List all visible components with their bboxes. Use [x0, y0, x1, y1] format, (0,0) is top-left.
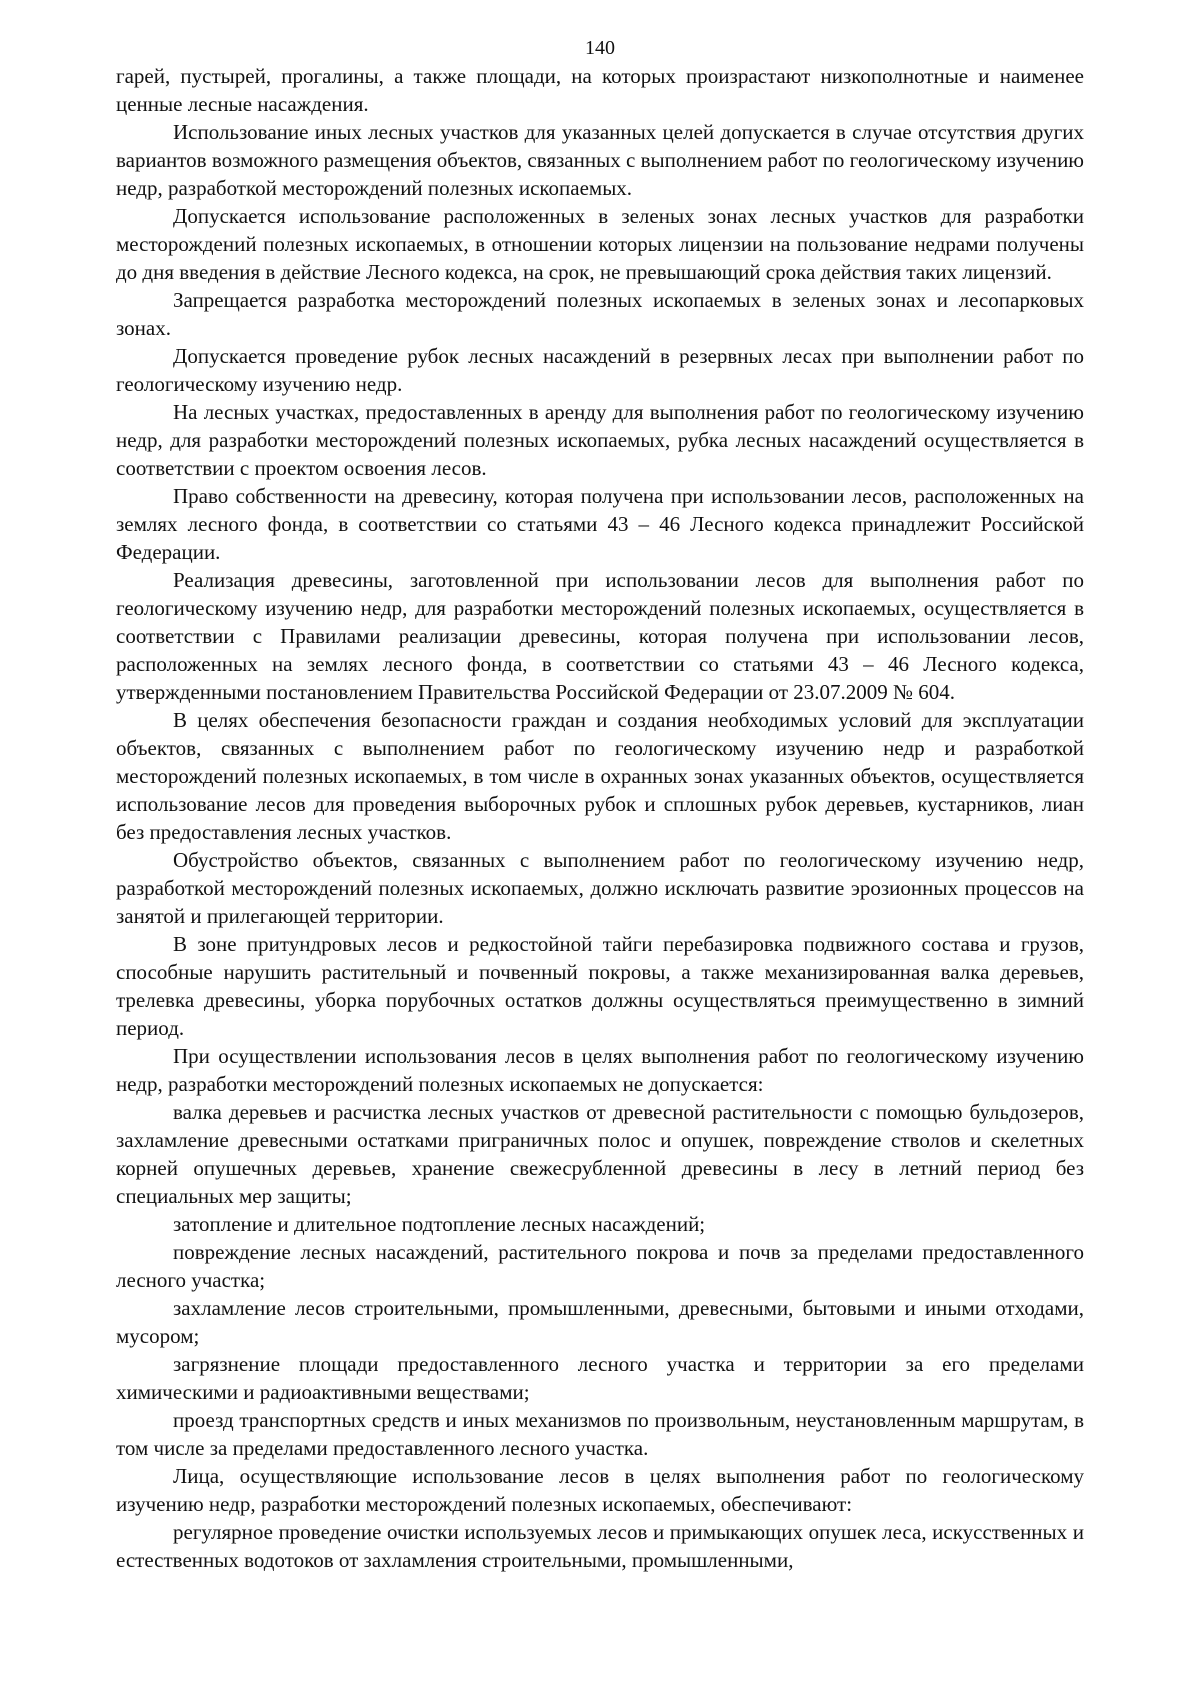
list-item: валка деревьев и расчистка лесных участков от древесной растительности с помощью бульдозеров, захламление древесными остатками приграничных полос и опушек, повреждение стволов и скелетных корней опушечных деревьев, хранение свежесрубленной древесины в лесу в летний период без специальных мер защиты; — [116, 1100, 1084, 1208]
list-item: захламление лесов строительными, промышленными, древесными, бытовыми и иными отходами, мусором; — [116, 1296, 1084, 1348]
list-item: регулярное проведение очистки используемых лесов и примыкающих опушек леса, искусственных и естественных водотоков от захламления строительными, промышленными, — [116, 1520, 1084, 1572]
paragraph: На лесных участках, предоставленных в аренду для выполнения работ по геологическому изучению недр, для разработки месторождений полезных ископаемых, рубка лесных насаждений осуществляется в соответствии с проектом освоения лесов. — [116, 400, 1084, 480]
paragraph: Допускается проведение рубок лесных насаждений в резервных лесах при выполнении работ по геологическому изучению недр. — [116, 344, 1084, 396]
document-body — [116, 62, 1084, 1574]
paragraph: Запрещается разработка месторождений полезных ископаемых в зеленых зонах и лесопарковых зонах. — [116, 288, 1084, 340]
paragraph: Использование иных лесных участков для указанных целей допускается в случае отсутствия других вариантов возможного размещения объектов, связанных с выполнением работ по геологическому изучению недр, разработкой месторождений полезных ископаемых. — [116, 120, 1084, 200]
list-item: проезд транспортных средств и иных механизмов по произвольным, неустановленным маршрутам, в том числе за пределами предоставленного лесного участка. — [116, 1408, 1084, 1460]
paragraph: Лица, осуществляющие использование лесов в целях выполнения работ по геологическому изучению недр, разработки месторождений полезных ископаемых, обеспечивают: — [116, 1464, 1084, 1516]
paragraph: гарей, пустырей, прогалины, а также площади, на которых произрастают низкополнотные и наименее ценные лесные насаждения. — [116, 64, 1084, 116]
paragraph: Допускается использование расположенных в зеленых зонах лесных участков для разработки месторождений полезных ископаемых, в отношении которых лицензии на пользование недрами получены до дня введения в действие Лесного кодекса, на срок, не превышающий срока действия таких лицензий. — [116, 204, 1084, 284]
list-item: затопление и длительное подтопление лесных насаждений; — [173, 1212, 706, 1236]
paragraph: В целях обеспечения безопасности граждан и создания необходимых условий для эксплуатации объектов, связанных с выполнением работ по геологическому изучению недр и разработкой месторождений полезных ископаемых, в том числе в охранных зонах указанных объектов, осуществляется использование лесов для проведения выборочных рубок и сплошных рубок деревьев, кустарников, лиан без предоставления лесных участков. — [116, 708, 1084, 844]
page-number: 140 — [585, 37, 615, 59]
list-item: загрязнение площади предоставленного лесного участка и территории за его пределами химическими и радиоактивными веществами; — [116, 1352, 1084, 1404]
list-item: повреждение лесных насаждений, растительного покрова и почв за пределами предоставленного лесного участка; — [116, 1240, 1084, 1292]
paragraph: При осуществлении использования лесов в целях выполнения работ по геологическому изучению недр, разработки месторождений полезных ископаемых не допускается: — [116, 1044, 1084, 1096]
paragraph: Право собственности на древесину, которая получена при использовании лесов, расположенных на землях лесного фонда, в соответствии со статьями 43 – 46 Лесного кодекса принадлежит Российской Федерации. — [116, 484, 1084, 564]
paragraph: В зоне притундровых лесов и редкостойной тайги перебазировка подвижного состава и грузов, способные нарушить растительный и почвенный покровы, а также механизированная валка деревьев, трелевка древесины, уборка порубочных остатков должны осуществляться преимущественно в зимний период. — [116, 932, 1084, 1040]
paragraph: Обустройство объектов, связанных с выполнением работ по геологическому изучению недр, разработкой месторождений полезных ископаемых, должно исключать развитие эрозионных процессов на занятой и прилегающей территории. — [116, 848, 1084, 928]
paragraph: Реализация древесины, заготовленной при использовании лесов для выполнения работ по геологическому изучению недр, для разработки месторождений полезных ископаемых, осуществляется в соответствии с Правилами реализации древесины, которая получена при использовании лесов, расположенных на землях лесного фонда, в соответствии со статьями 43 – 46 Лесного кодекса, утвержденными постановлением Правительства Российской Федерации от 23.07.2009 № 604. — [116, 568, 1084, 704]
